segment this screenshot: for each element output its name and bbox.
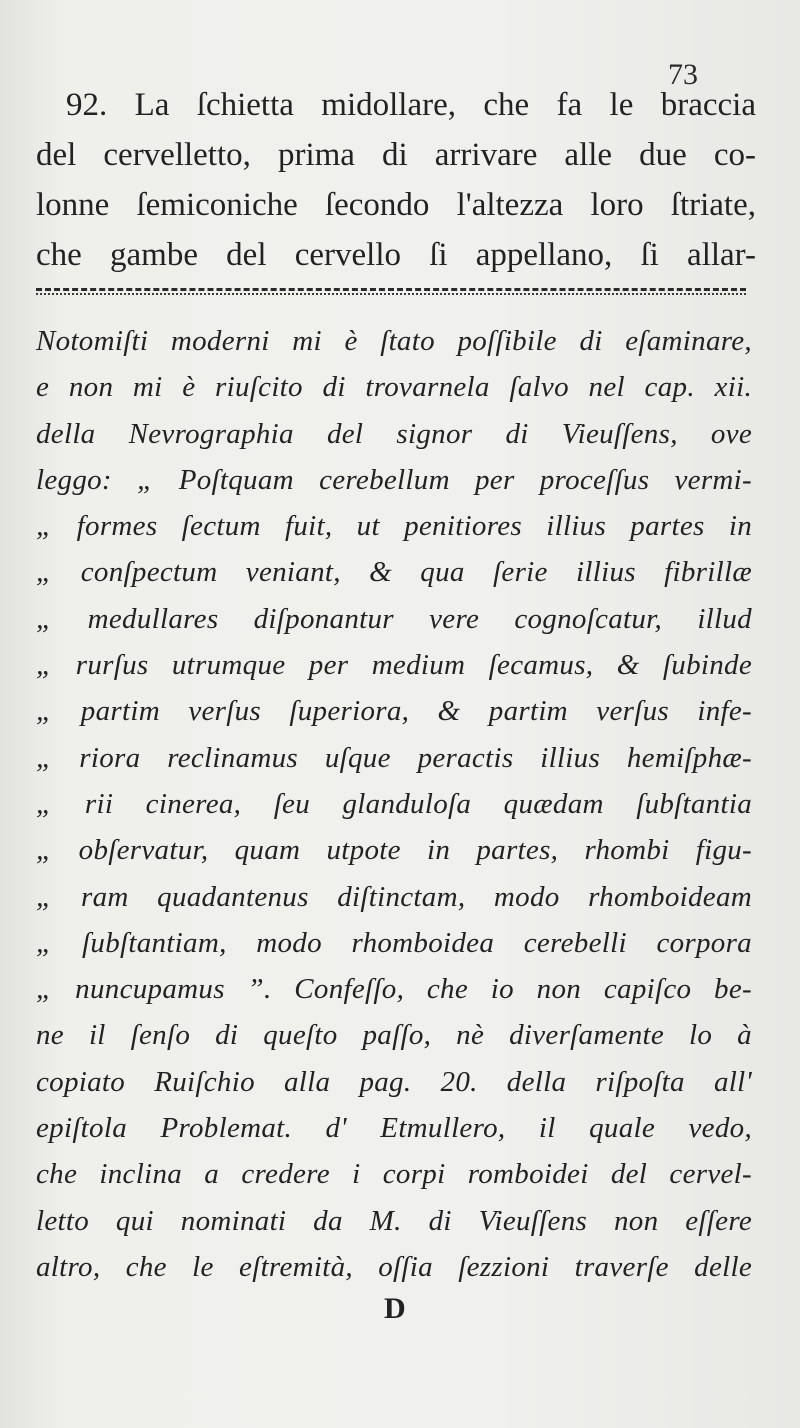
- footnote-separator-rule: [36, 288, 746, 291]
- footnote-line: della Nevrographia del signor di Vieuſſens, ove: [36, 417, 752, 450]
- footnote-line: „ ſubſtantiam, modo rhomboidea cerebelli corpora: [36, 926, 752, 959]
- footnote-line: „ riora reclinamus uſque peractis illius hemiſphæ-: [36, 741, 752, 774]
- page-number: 73: [668, 58, 698, 91]
- footnote-line: „ partim verſus ſuperiora, & partim verſus infe-: [36, 695, 752, 728]
- main-text-line: 92. La ſchietta midollare, che fa le braccia: [66, 87, 756, 123]
- footnote-line: altro, che le eſtremità, oſſia ſezzioni traverſe delle: [36, 1250, 752, 1283]
- footnote-line: „ ram quadantenus diſtinctam, modo rhomboideam: [36, 880, 752, 913]
- footnote-line: „ rurſus utrumque per medium ſecamus, & ſubinde: [36, 649, 752, 682]
- footnote-line: leggo: „ Poſtquam cerebellum per proceſſus vermi-: [36, 463, 752, 496]
- main-text-line: che gambe del cervello ſi appellano, ſi allar-: [36, 237, 756, 273]
- main-text-block: [36, 80, 756, 280]
- footnote-line: ne il ſenſo di queſto paſſo, nè diverſamente lo à: [36, 1019, 752, 1052]
- footnote-line: epiſtola Problemat. d' Etmullero, il quale vedo,: [36, 1112, 752, 1145]
- main-text-line: lonne ſemiconiche ſecondo l'altezza loro ſtriate,: [36, 187, 756, 223]
- footnote-line: Notomiſti moderni mi è ſtato poſſibile di eſaminare,: [36, 325, 752, 357]
- signature-mark: D: [384, 1292, 406, 1325]
- footnote-line: letto qui nominati da M. di Vieuſſens non eſſere: [36, 1204, 752, 1237]
- main-text-line: del cervelletto, prima di arrivare alle due co-: [36, 137, 756, 173]
- footnote-line: „ medullares diſponantur vere cognoſcatur, illud: [36, 602, 752, 635]
- footnote-line: „ conſpectum veniant, & qua ſerie illius fibrillæ: [36, 556, 752, 589]
- footnote-line: copiato Ruiſchio alla pag. 20. della riſpoſta all': [36, 1065, 752, 1098]
- footnote-line: „ formes ſectum fuit, ut penitiores illius partes in: [36, 510, 752, 543]
- footnote-line: „ nuncupamus ”. Confeſſo, che io non capiſco be-: [36, 973, 752, 1006]
- footnote-line: e non mi è riuſcito di trovarnela ſalvo nel cap. xii.: [36, 371, 752, 404]
- footnote-line: „ obſervatur, quam utpote in partes, rhombi figu-: [36, 834, 752, 867]
- footnote-block: [36, 318, 752, 1290]
- footnote-line: che inclina a credere i corpi romboidei del cervel-: [36, 1158, 752, 1191]
- footnote-line: „ rii cinerea, ſeu glanduloſa quædam ſubſtantia: [36, 787, 752, 820]
